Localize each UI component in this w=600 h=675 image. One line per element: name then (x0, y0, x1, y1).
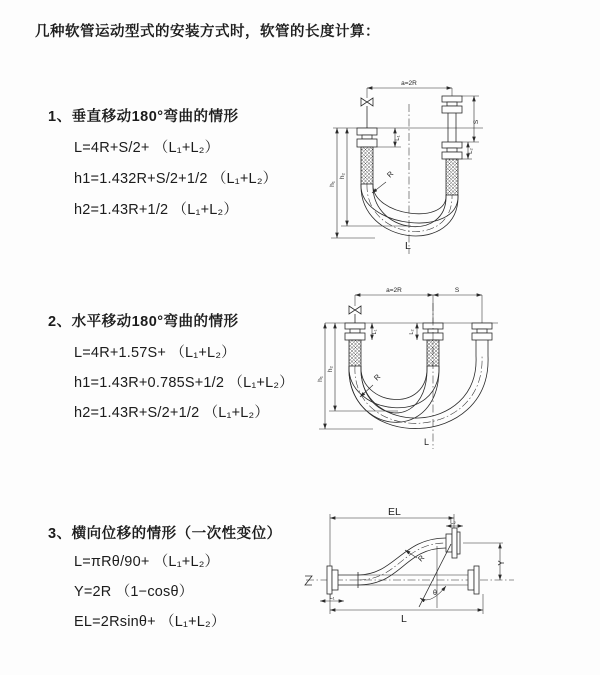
radius-label: R (416, 553, 427, 564)
page-title: 几种软管运动型式的安装方式时，软管的长度计算： (35, 24, 380, 40)
dim-h2-label: h₂ (327, 365, 334, 373)
section1-formula-h1: h1=1.432R+S/2+1/2 （L₁+L₂） (74, 171, 278, 187)
dim-l1-label: L₁ (372, 329, 378, 335)
diagram-horizontal-180-bend (303, 281, 600, 456)
dim-s (462, 96, 480, 142)
section1-heading: 1、垂直移动180°弯曲的情形 (48, 109, 239, 125)
right-hose-braid (446, 159, 458, 195)
dim-h1-label: h₁ (317, 376, 324, 382)
dim-a2r (355, 287, 433, 295)
dim-l1 (320, 595, 344, 601)
dim-l1 (372, 323, 378, 340)
section3-formula-EL: EL=2Rsinθ+ （L₁+L₂） (74, 614, 226, 630)
dim-a2r-label: a=2R (401, 80, 417, 87)
valve-icon (361, 98, 373, 106)
hose-u-curves (349, 356, 488, 429)
section2-heading: 2、水平移动180°弯曲的情形 (48, 314, 239, 330)
dim-s-label: S (454, 287, 460, 294)
section3-formula-L: L=πRθ/90+ （L₁+L₂） (74, 554, 220, 570)
dim-a2r (367, 80, 452, 88)
hose-s-curve (358, 538, 446, 585)
dim-el-label: EL (388, 506, 401, 518)
dim-l-label: L (401, 613, 407, 625)
right-lower-flange (442, 142, 462, 159)
dim-h1-label: h₁ (329, 181, 336, 187)
section1-formula-h2: h2=1.43R+1/2 （L₁+L₂） (74, 202, 239, 218)
dim-a2r-label: a=2R (386, 287, 402, 294)
left-flange (357, 128, 377, 147)
dim-l1-label: L₁ (329, 595, 335, 601)
dim-l2-label: L₂ (450, 519, 456, 526)
radius-callout (405, 550, 427, 563)
section1-formula-L: L=4R+S/2+ （L₁+L₂） (74, 140, 220, 156)
dim-s-label: S (473, 119, 480, 125)
moved-flange (472, 323, 492, 340)
displaced-flange (446, 528, 460, 558)
left-flange (327, 566, 338, 594)
dim-l (330, 594, 483, 625)
diagram-lateral-displacement (300, 496, 600, 646)
section3-heading: 3、横向位移的情形（一次性变位） (48, 526, 282, 542)
length-label: L (405, 240, 411, 252)
radius-label: R (372, 372, 383, 383)
section3-formula-Y: Y=2R （1−cosθ） (74, 584, 194, 600)
dim-y-label: Y (497, 560, 506, 566)
dim-l1 (377, 128, 401, 147)
left-flange (345, 323, 365, 340)
angle-theta-label: θ (433, 590, 437, 597)
valve-icon (349, 306, 361, 314)
diagram-vertical-180-bend (313, 76, 598, 266)
dim-l2 (409, 323, 417, 340)
dim-el (330, 506, 454, 566)
radius-label: R (385, 169, 396, 180)
dim-l2-label: L₂ (409, 329, 415, 335)
dim-l2 (462, 142, 474, 159)
hose-u-curves (361, 184, 458, 236)
left-hose-braid (361, 147, 373, 184)
dim-s (433, 287, 482, 295)
section2-formula-L: L=4R+1.57S+ （L₁+L₂） (74, 345, 236, 361)
section2-formula-h1: h1=1.43R+0.785S+1/2 （L₁+L₂） (74, 375, 294, 391)
dim-l2 (446, 520, 463, 527)
length-label: L (424, 437, 430, 447)
dim-l1-label: L₁ (395, 135, 401, 141)
right-upper-flange (442, 96, 462, 113)
dim-h2-label: h₂ (339, 172, 346, 180)
section2-formula-h2: h2=1.43R+S/2+1/2 （L₁+L₂） (74, 405, 270, 421)
radius-construction-line (419, 544, 451, 607)
pipe-break-symbol (305, 576, 312, 585)
dim-l2-label: L₂ (468, 148, 474, 154)
left-hose-braid (349, 340, 361, 366)
radius-callout (372, 169, 396, 193)
